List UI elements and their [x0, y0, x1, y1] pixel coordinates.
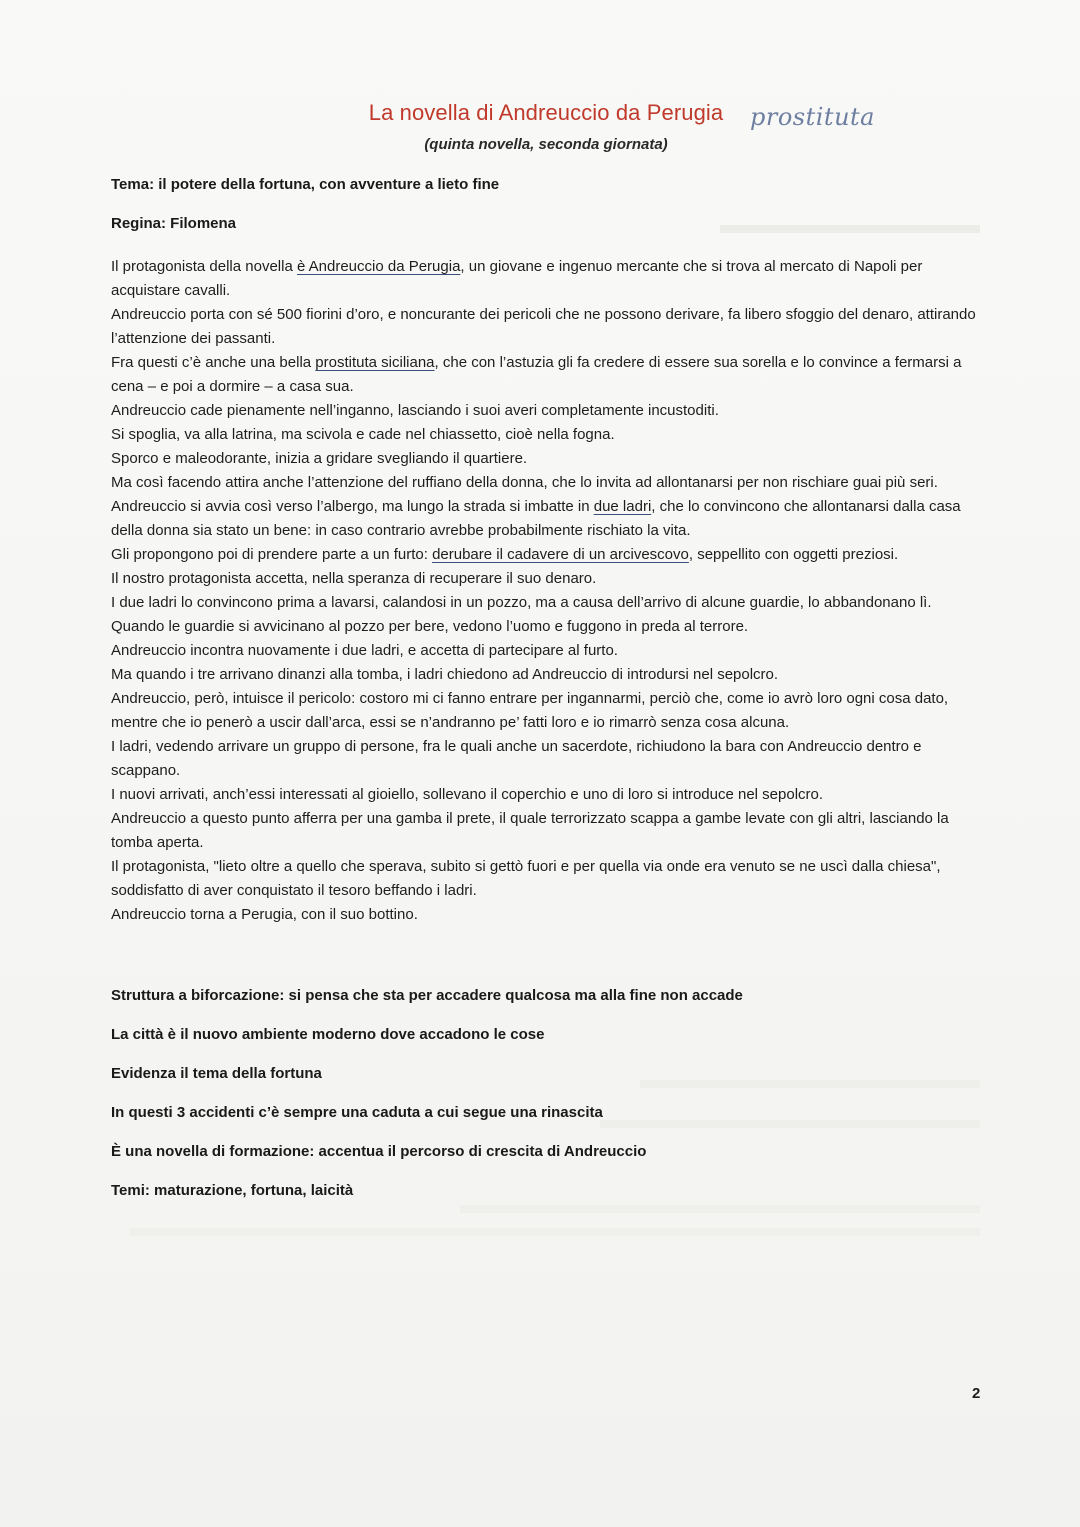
note-item: In questi 3 accidenti c’è sempre una caduta a cui segue una rinascita	[111, 1104, 603, 1121]
summary-paragraph	[111, 471, 991, 495]
paragraph-text: Quando le guardie si avvicinano al pozzo per bere, vedono l’uomo e fuggono in preda al terrore.	[111, 618, 749, 635]
summary-paragraph	[111, 855, 991, 903]
summary-paragraph	[111, 783, 991, 807]
paragraph-text: , che con l’astuzia gli fa credere di essere sua sorella e lo convince a fermarsi a cena – e poi a dormire – a casa sua.	[111, 354, 962, 395]
bleed-through-mark	[720, 225, 980, 243]
summary-paragraph	[111, 255, 991, 303]
summary-paragraph	[111, 399, 991, 423]
handwritten-annotation: prostituta	[750, 103, 875, 131]
summary-paragraph	[111, 687, 991, 735]
paragraph-text: Andreuccio torna a Perugia, con il suo bottino.	[111, 906, 418, 923]
note-item: Evidenza il tema della fortuna	[111, 1065, 322, 1082]
paragraph-text: Andreuccio cade pienamente nell’inganno, lasciando i suoi averi completamente incustoditi.	[111, 402, 719, 419]
note-item: La città è il nuovo ambiente moderno dove accadono le cose	[111, 1026, 545, 1043]
note-item: È una novella di formazione: accentua il percorso di crescita di Andreuccio	[111, 1143, 647, 1160]
underlined-phrase: prostituta siciliana	[315, 354, 435, 371]
paragraph-text: , un giovane e ingenuo mercante che si trova al mercato di Napoli per acquistare cavalli.	[111, 258, 923, 299]
summary-paragraph	[111, 567, 991, 591]
paragraph-text: Andreuccio a questo punto afferra per una gamba il prete, il quale terrorizzato scappa a gambe levate con gli altri, lasciando la tomba aperta.	[111, 810, 949, 851]
summary-text	[111, 255, 991, 927]
paragraph-text: , seppellito con oggetti preziosi.	[688, 546, 899, 563]
document-title: La novella di Andreuccio da Perugia	[368, 100, 724, 125]
bleed-through-mark	[130, 1228, 980, 1246]
summary-paragraph	[111, 423, 991, 447]
summary-paragraph	[111, 639, 991, 663]
paragraph-text: Gli propongono poi di prendere parte a un furto:	[111, 546, 433, 563]
paragraph-text: Il protagonista, "lieto oltre a quello che sperava, subito si gettò fuori e per quella via onde era venuto se ne uscì dalla chiesa", soddisfatto di aver conquistato il tesoro beffando i ladri.	[111, 858, 941, 899]
underlined-phrase: derubare il cadavere di un arcivescovo	[432, 546, 689, 563]
note-item: Struttura a biforcazione: si pensa che sta per accadere qualcosa ma alla fine non accade	[111, 987, 743, 1004]
summary-paragraph	[111, 351, 991, 399]
paragraph-text: Andreuccio, però, intuisce il pericolo: costoro mi ci fanno entrare per ingannarmi, perciò che, come io avrò loro ogni cosa dato, mentre che io penerò a uscir dall’arca, essi se n’andranno pe’ fatti loro e io rimarrò senza cosa alcuna.	[111, 690, 949, 731]
summary-paragraph	[111, 807, 991, 855]
paragraph-text: Sporco e maleodorante, inizia a gridare svegliando il quartiere.	[111, 450, 528, 467]
paragraph-text: Andreuccio si avvia così verso l’albergo, ma lungo la strada si imbatte in	[111, 498, 594, 515]
paragraph-text: I nuovi arrivati, anch’essi interessati al gioiello, sollevano il coperchio e uno di loro si introduce nel sepolcro.	[111, 786, 824, 803]
summary-paragraph	[111, 591, 991, 615]
paragraph-text: Il nostro protagonista accetta, nella speranza di recuperare il suo denaro.	[111, 570, 597, 587]
summary-paragraph	[111, 615, 991, 639]
summary-paragraph	[111, 663, 991, 687]
summary-paragraph	[111, 735, 991, 783]
paragraph-text: Andreuccio incontra nuovamente i due ladri, e accetta di partecipare al furto.	[111, 642, 618, 659]
queen-line: Regina: Filomena	[111, 215, 237, 232]
summary-paragraph	[111, 447, 991, 471]
paragraph-text: I due ladri lo convincono prima a lavarsi, calandosi in un pozzo, ma a causa dell’arrivo di alcune guardie, lo abbandonano lì.	[111, 594, 932, 611]
summary-paragraph	[111, 543, 991, 567]
paragraph-text: Ma quando i tre arrivano dinanzi alla tomba, i ladri chiedono ad Andreuccio di introdursi nel sepolcro.	[111, 666, 779, 683]
paragraph-text: Ma così facendo attira anche l’attenzione del ruffiano della donna, che lo invita ad allontanarsi per non rischiare guai più seri.	[111, 474, 938, 491]
paragraph-text: Fra questi c’è anche una bella	[111, 354, 316, 371]
paragraph-text: Il protagonista della novella	[111, 258, 297, 275]
underlined-phrase: è Andreuccio da Perugia	[296, 258, 461, 275]
theme-line: Tema: il potere della fortuna, con avventure a lieto fine	[111, 176, 500, 193]
paragraph-text: Si spoglia, va alla latrina, ma scivola e cade nel chiassetto, cioè nella fogna.	[111, 426, 615, 443]
paragraph-text: I ladri, vedendo arrivare un gruppo di persone, fra le quali anche un sacerdote, richiudono la bara con Andreuccio dentro e scappano.	[111, 738, 922, 779]
summary-paragraph	[111, 303, 991, 351]
paragraph-text: Andreuccio porta con sé 500 fiorini d’oro, e noncurante dei pericoli che ne possono derivare, fa libero sfoggio del denaro, attirando l’attenzione dei passanti.	[111, 306, 976, 347]
document-subtitle: (quinta novella, seconda giornata)	[424, 136, 668, 153]
note-item: Temi: maturazione, fortuna, laicità	[111, 1182, 354, 1199]
summary-paragraph	[111, 495, 991, 543]
summary-paragraph	[111, 903, 991, 927]
page-number: 2	[972, 1385, 981, 1402]
underlined-phrase: due ladri	[593, 498, 652, 515]
notes-list	[111, 986, 991, 1220]
paragraph-text: , che lo convincono che allontanarsi dalla casa della donna sia stato un bene: in caso contrario avrebbe probabilmente rischiato la vita.	[111, 498, 961, 539]
